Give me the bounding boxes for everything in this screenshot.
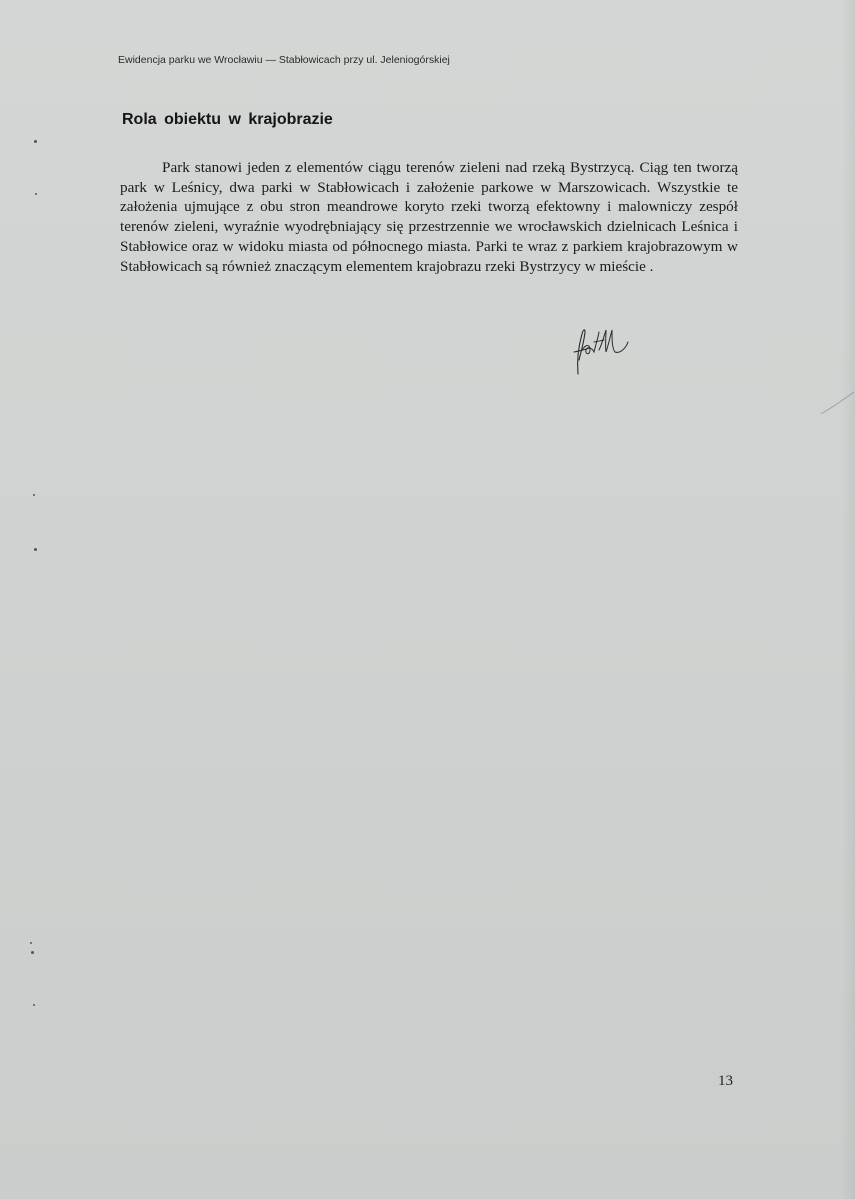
- scan-speck: [35, 193, 37, 195]
- scan-speck: [34, 548, 37, 551]
- page-number: 13: [718, 1073, 733, 1089]
- section-title: Rola obiektu w krajobrazie: [122, 111, 333, 128]
- handwritten-signature-icon: [568, 322, 648, 378]
- scan-speck: [33, 494, 35, 496]
- running-header: Ewidencja parku we Wrocławiu — Stabłowicach przy ul. Jeleniogórskiej: [118, 54, 450, 66]
- scan-speck: [31, 951, 34, 954]
- body-paragraph: Park stanowi jeden z elementów ciągu terenów zieleni nad rzeką Bystrzycą. Ciąg ten tworzą park w Leśnicy, dwa parki w Stabłowicach i założenie parkowe w Marszowicach. Wszystkie te założenia ujmujące z obu stron meandrowe koryto rzeki tworzą efektowny i malowniczy zespół terenów zieleni, wyraźnie wyodrębniający się przestrzennie we wrocławskich dzielnicach Leśnica i Stabłowice oraz w widoku miasta od północnego miasta. Parki te wraz z parkiem krajobrazowym w Stabłowicach są również znaczącym elementem krajobrazu rzeki Bystrzycy w mieście .: [120, 159, 738, 275]
- scan-speck: [30, 942, 32, 944]
- scan-speck: [33, 1004, 35, 1006]
- page-crease-mark: [819, 388, 855, 418]
- page-edge-shadow: [841, 0, 855, 1199]
- scan-speck: [34, 140, 37, 143]
